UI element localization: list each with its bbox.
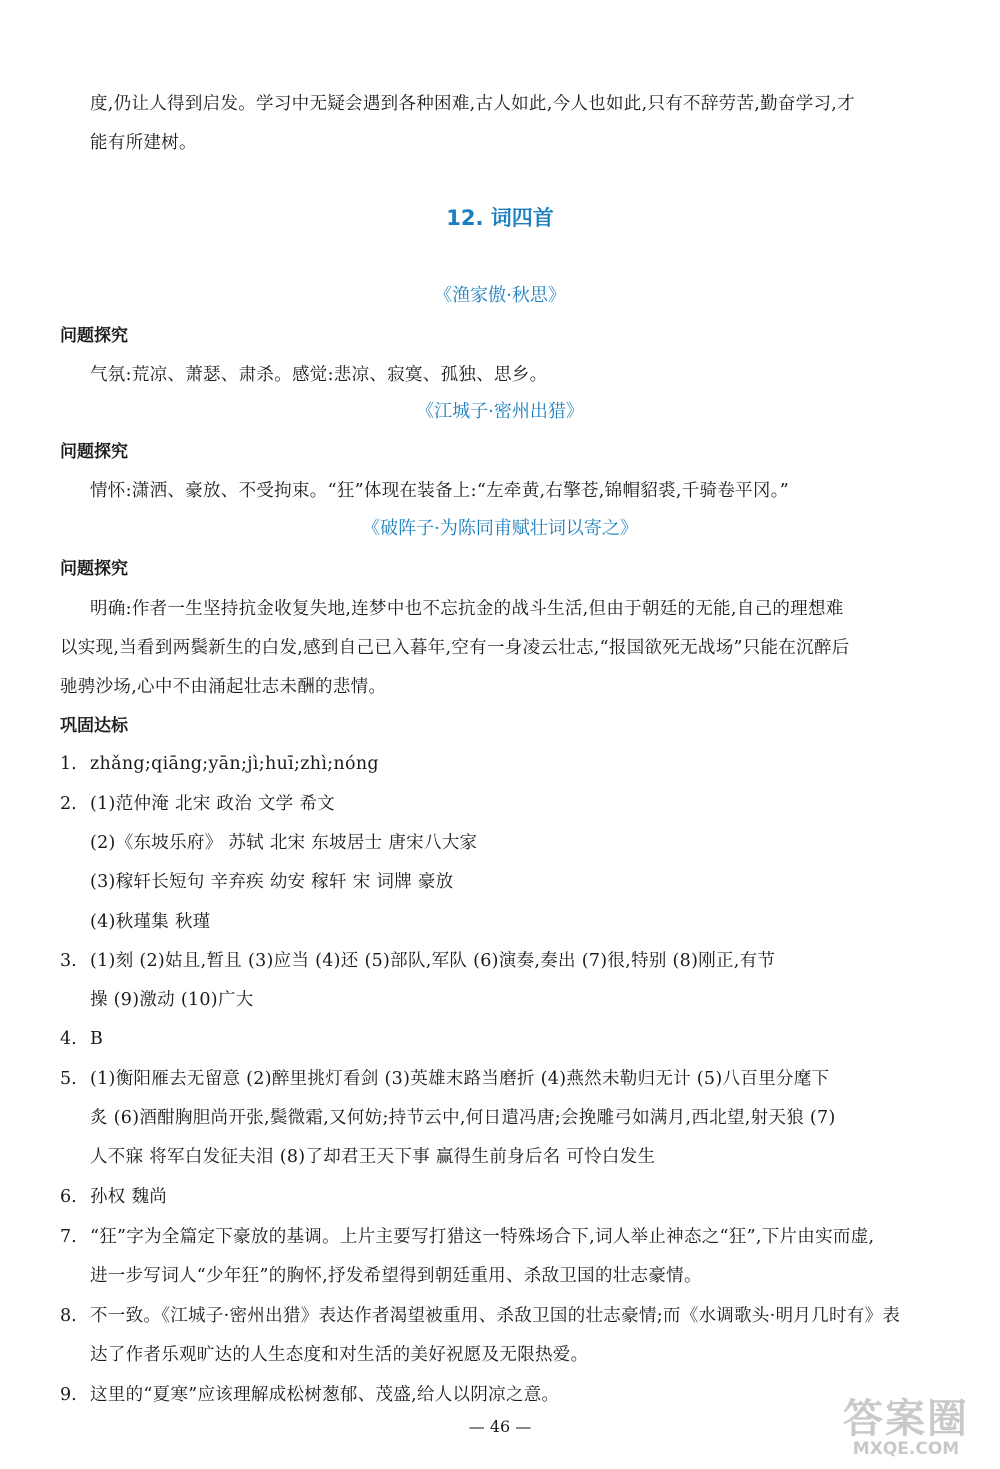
- question-answer: 孙权 魏尚: [90, 1187, 168, 1207]
- section-heading: 巩固达标: [60, 716, 128, 736]
- question-number: 6.: [60, 1187, 77, 1207]
- intro-line: 度,仍让人得到启发。学习中无疑会遇到各种困难,古人如此,今人也如此,只有不辞劳苦,勤奋学习,才: [90, 94, 855, 114]
- question-number: 5.: [60, 1069, 77, 1089]
- watermark-url: MXQE.COM: [852, 1439, 960, 1459]
- section-heading: 问题探究: [60, 559, 128, 579]
- question-number: 3.: [60, 951, 77, 971]
- question-answer: 人不寐 将军白发征夫泪 (8)了却君王天下事 赢得生前身后名 可怜白发生: [90, 1147, 656, 1167]
- question-number: 1.: [60, 754, 77, 774]
- question-number: 7.: [60, 1227, 77, 1247]
- question-number: 2.: [60, 794, 77, 814]
- poem-title: 《江城子·密州出猎》: [416, 401, 584, 422]
- question-answer: “狂”字为全篇定下豪放的基调。上片主要写打猎这一特殊场合下,词人举止神态之“狂”,下片由实而虚,: [90, 1227, 875, 1247]
- section-heading: 问题探究: [60, 326, 128, 346]
- question-number: 4.: [60, 1029, 77, 1049]
- watermark-logo: 答案圈: [843, 1396, 969, 1442]
- question-answer: 操 (9)激动 (10)广大: [90, 990, 254, 1010]
- answer-text: 气氛:荒凉、萧瑟、肃杀。感觉:悲凉、寂寞、孤独、思乡。: [90, 365, 548, 385]
- question-number: 8.: [60, 1306, 77, 1326]
- question-answer: 炙 (6)酒酣胸胆尚开张,鬓微霜,又何妨;持节云中,何日遣冯唐;会挽雕弓如满月,西北望,射天狼 (7): [90, 1108, 836, 1128]
- question-answer: 这里的“夏寒”应该理解成松树葱郁、茂盛,给人以阴凉之意。: [90, 1385, 560, 1405]
- question-answer: (3)稼轩长短句 辛弃疾 幼安 稼轩 宋 词牌 豪放: [90, 872, 454, 892]
- question-answer: 进一步写词人“少年狂”的胸怀,抒发希望得到朝廷重用、杀敌卫国的壮志豪情。: [90, 1266, 702, 1286]
- question-answer: 不一致。《江城子·密州出猎》表达作者渴望被重用、杀敌卫国的壮志豪情;而《水调歌头·明月几时有》表: [90, 1306, 901, 1326]
- question-answer: 达了作者乐观旷达的人生态度和对生活的美好祝愿及无限热爱。: [90, 1345, 589, 1365]
- answer-text: 情怀:潇洒、豪放、不受拘束。“狂”体现在装备上:“左牵黄,右擎苍,锦帽貂裘,千骑卷平冈。”: [90, 481, 790, 501]
- poem-title: 《破阵子·为陈同甫赋壮词以寄之》: [362, 518, 638, 539]
- question-answer: B: [90, 1029, 104, 1049]
- intro-line: 能有所建树。: [90, 133, 197, 153]
- question-answer: (1)衡阳雁去无留意 (2)醉里挑灯看剑 (3)英雄末路当磨折 (4)燕然未勒归无计 (5)八百里分麾下: [90, 1069, 830, 1089]
- question-answer: zhǎng;qiāng;yān;jì;huī;zhì;nóng: [90, 754, 379, 774]
- question-answer: (1)刻 (2)姑且,暂且 (3)应当 (4)还 (5)部队,军队 (6)演奏,奏出 (7)很,特别 (8)刚正,有节: [90, 951, 776, 971]
- question-answer: (4)秋瑾集 秋瑾: [90, 912, 211, 932]
- question-answer: (1)范仲淹 北宋 政治 文学 希文: [90, 794, 335, 814]
- section-heading: 问题探究: [60, 442, 128, 462]
- answer-text: 驰骋沙场,心中不由涌起壮志未酬的悲情。: [60, 677, 387, 697]
- answer-text: 以实现,当看到两鬓新生的白发,感到自己已入暮年,空有一身凌云壮志,“报国欲死无战场”只能在沉醉后: [60, 638, 850, 658]
- answer-text: 明确:作者一生坚持抗金收复失地,连梦中也不忘抗金的战斗生活,但由于朝廷的无能,自己的理想难: [90, 599, 844, 619]
- site-watermark: [836, 1396, 976, 1461]
- question-number: 9.: [60, 1385, 77, 1405]
- section-title: 12. 词四首: [446, 206, 554, 230]
- poem-title: 《渔家傲·秋思》: [434, 285, 566, 306]
- question-answer: (2)《东坡乐府》 苏轼 北宋 东坡居士 唐宋八大家: [90, 833, 478, 853]
- page-number: — 46 —: [468, 1417, 532, 1436]
